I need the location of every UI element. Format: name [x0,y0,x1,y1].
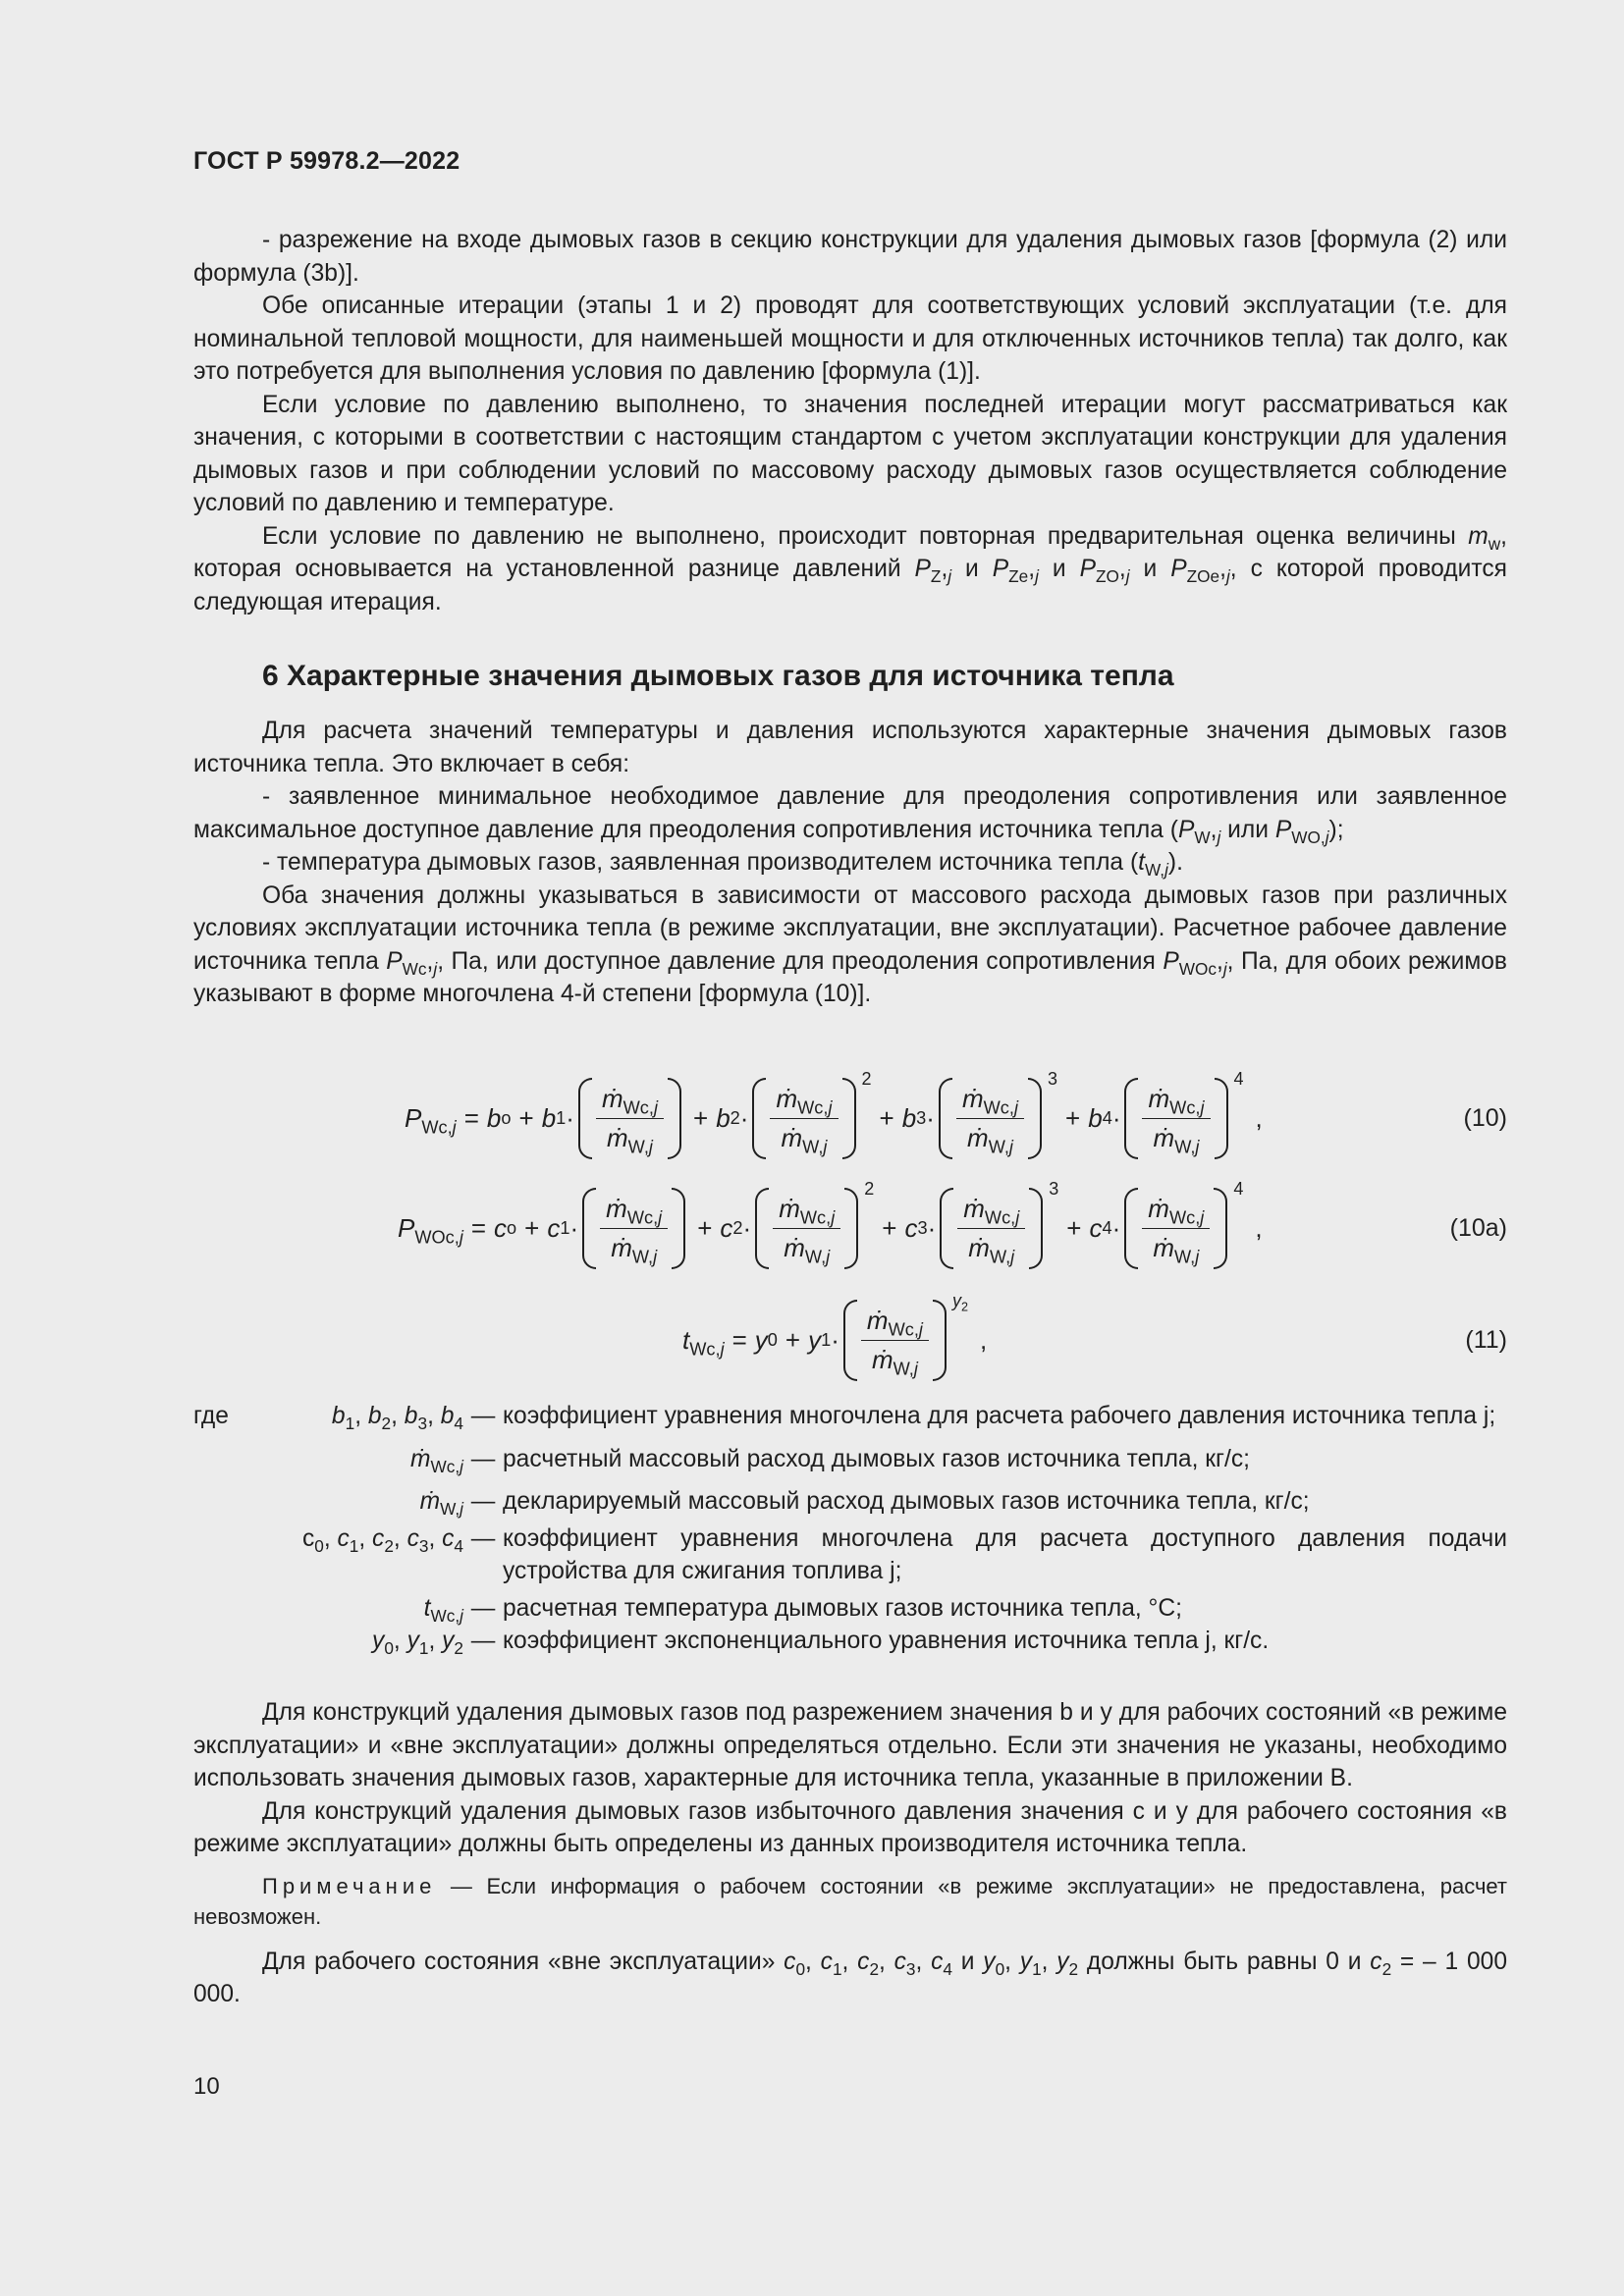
closing-text [193,1696,1507,2011]
section-title: 6 Характерные значения дымовых газов для источника тепла [262,660,1174,692]
formula-10: $P_{Wc,j}$ = b o + b 1 · $\frac{ṁ_{Wc,j}}{ṁ_{W,j}}$ + b 2 · $\frac{ṁ_{Wc,j}}{ṁ_{W,j}}$ 2 + b 3 · $\frac{ṁ_{Wc,j}}{ṁ_{W,j}}$ 3 + b 4 · $\frac{ṁ_{Wc,j}}{ṁ_{W,j}}$ 4 , (10) [193,1064,1507,1172]
paragraph: Если условие по давлению выполнено, то значения последней итерации могут рассматриваться как значения, с которыми в соответствии с настоящим стандартом с учетом эксплуатации конструкции для удаления дымовых газов и при соблюдении условий по массовому расходу дымовых газов осуществляется соблюдение условий по давлению и температуре. [193,391,1507,516]
equation-number: (10a) [1449,1213,1507,1242]
list-item: $y_0$, $y_1$, $y_2$ — коэффициент экспоненциального уравнения источника тепла j, кг/с. [372,1628,1270,1659]
paragraph: Для рабочего состояния «вне эксплуатации» $c_0$, $c_1$, $c_2$, $c_3$, $c_4$ и $y_0$, $y_1$, $y_2$ должны быть равны 0 и $c_2$ = – 1 000 000. [193,1948,1507,2007]
paragraph: Для конструкций удаления дымовых газов избыточного давления значения с и у для рабочего состояния «в режиме эксплуатации» должны быть определены из данных производителя источника тепла. [193,1797,1507,1857]
paragraph: - разрежение на входе дымовых газов в секцию конструкции для удаления дымовых газов [формула (2) или формула (3b)]. [193,227,1507,287]
formula-10a: $P_{WOc,j}$ = c o + c 1 · $\frac{ṁ_{Wc,j}}{ṁ_{W,j}}$ + c 2 · $\frac{ṁ_{Wc,j}}{ṁ_{W,j}}$ 2 + c 3 · $\frac{ṁ_{Wc,j}}{ṁ_{W,j}}$ 3 + c 4 · $\frac{ṁ_{Wc,j}}{ṁ_{W,j}}$ 4 , (10a) [193,1174,1507,1282]
where-list [193,1400,1507,1658]
paragraph: - температура дымовых газов, заявленная производителем источника тепла $(t_{W,j})$. [262,849,1183,881]
list-item: ṁ$_{Wc,j}$ — расчетный массовый расход дымовых газов источника тепла, кг/с; [410,1445,1250,1476]
list-item: ṁ$_{W,j}$ — декларируемый массовый расход дымовых газов источника тепла, кг/с; [419,1488,1310,1520]
list-item: где $b_1$, $b_2$, $b_3$, $b_4$ — коэффициент уравнения многочлена для расчета рабочего давления источника тепла j; [193,1403,1496,1434]
document-header: ГОСТ Р 59978.2—2022 [193,147,460,175]
paragraph: Обе описанные итерации (этапы 1 и 2) проводят для соответствующих условий эксплуатации (т.е. для номинальной тепловой мощности, для наименьшей мощности и для отключенных источников тепла) так долго, как это потребуется для выполнения условия по давлению [формула (1)]. [193,293,1507,385]
list-item: $c_0$, $c_1$, $c_2$, $c_3$, $c_4$ — коэффициент уравнения многочлена для расчета доступного давления подачи устройства для сжигания топлива j; [301,1524,1507,1584]
note: Примечание — Если информация о рабочем состоянии «в режиме эксплуатации» не предоставлена, расчет невозможен. [193,1873,1507,1929]
equation-number: (11) [1465,1325,1507,1354]
paragraph: Если условие по давлению не выполнено, происходит повторная предварительная оценка величины $m_w$, которая основывается на установленной разнице давлений $P_Z,_j$ и $P_{Ze},_j$ и $P_{ZO},_j$ и $P_{ZOe},_j$, с которой проводится следующая итерация. [193,522,1507,615]
section-text [193,715,1507,1011]
paragraph: - заявленное минимальное необходимое давление для преодоления сопротивления или заявленное максимальное доступное давление для преодоления сопротивления источника тепла ($P_W,_j$ или $P_{WO,j}$); [193,783,1507,847]
page-number: 10 [193,2073,220,2100]
paragraph: Оба значения должны указываться в зависимости от массового расхода дымовых газов при различных условиях эксплуатации источника тепла (в режиме эксплуатации, вне эксплуатации). Расчетное рабочее давление источника тепла $P_{Wc},_j$, Па, или доступное давление для преодоления сопротивления $P_{WOc},_j$, Па, для обоих режимов указывают в форме многочлена 4-й степени [формула (10)]. [193,881,1507,1007]
paragraph: Для конструкций удаления дымовых газов под разрежением значения b и y для рабочих состояний «в режиме эксплуатации» и «вне эксплуатации» должны определяться отдельно. Если эти значения не указаны, необходимо использовать значения дымовых газов, характерные для источника тепла, указанные в приложении В. [193,1699,1507,1791]
equation-number: (10) [1463,1103,1507,1132]
formula-11: $t_{Wc,j}$ = y 0 + y 1 · $\frac{ṁ_{Wc,j}}{ṁ_{W,j}}$ $y_2$ , (11) [193,1286,1507,1394]
intro-text [193,224,1507,618]
paragraph: Для расчета значений температуры и давления используются характерные значения дымовых газов источника тепла. Это включает в себя: [193,718,1507,777]
list-item: $t_{Wc,j}$ — расчетная температура дымовых газов источника тепла, °С; [423,1594,1182,1626]
